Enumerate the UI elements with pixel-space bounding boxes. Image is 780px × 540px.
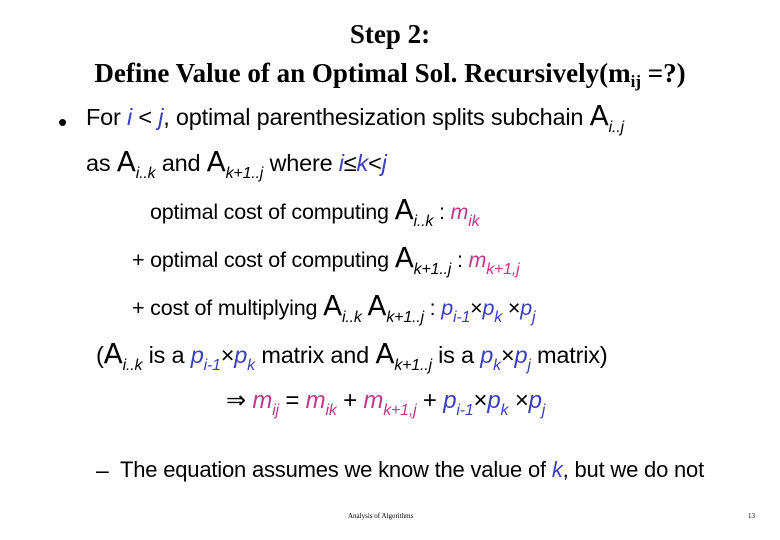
slide-title-main: Define Value of an Optimal Sol. $Recursively(m_{ij}$ =?) bbox=[94, 58, 686, 91]
cost-line-2: + optimal cost of computing $A_{k+1..j}$ : $m_{k+1,j}$ bbox=[132, 241, 520, 278]
cost-line-1: optimal cost of computing $A_{i..k}$ : $m_{ik}$ bbox=[150, 193, 480, 230]
note-line: The equation assumes we know the value of k, but we do not bbox=[120, 457, 704, 482]
sub-bullet-dash: – bbox=[96, 457, 109, 483]
footer-course: Analysis of Algorithms bbox=[348, 512, 414, 520]
cost-line-3: + cost of multiplying $A_{i..k}$ $A_{k+1..j}$ : $p_{i-1}\times p_k \times p_j$ bbox=[132, 289, 536, 326]
dimension-line: ($A_{i..k}$ is a $p_{i-1}\times p_k$ matrix and $A_{k+1..j}$ is a $p_k\times p_j$ matrix) bbox=[96, 337, 608, 374]
recurrence-equation: ⇒ $m_{ij} = m_{ik} + m_{k+1,j} + p_{i-1}\times p_k \times p_j$ bbox=[226, 387, 546, 419]
bullet-line-2: as $A_{i..k}$ and $A_{k+1..j}$ where i≤k<j bbox=[86, 145, 387, 182]
slide-title-step: Step 2: bbox=[349, 19, 431, 49]
footer-page-number: 13 bbox=[748, 512, 755, 520]
bullet-dot: • bbox=[58, 107, 68, 137]
bullet-line-1: For i < j, optimal parenthesization splits subchain $A_{i..j}$ bbox=[86, 99, 624, 136]
